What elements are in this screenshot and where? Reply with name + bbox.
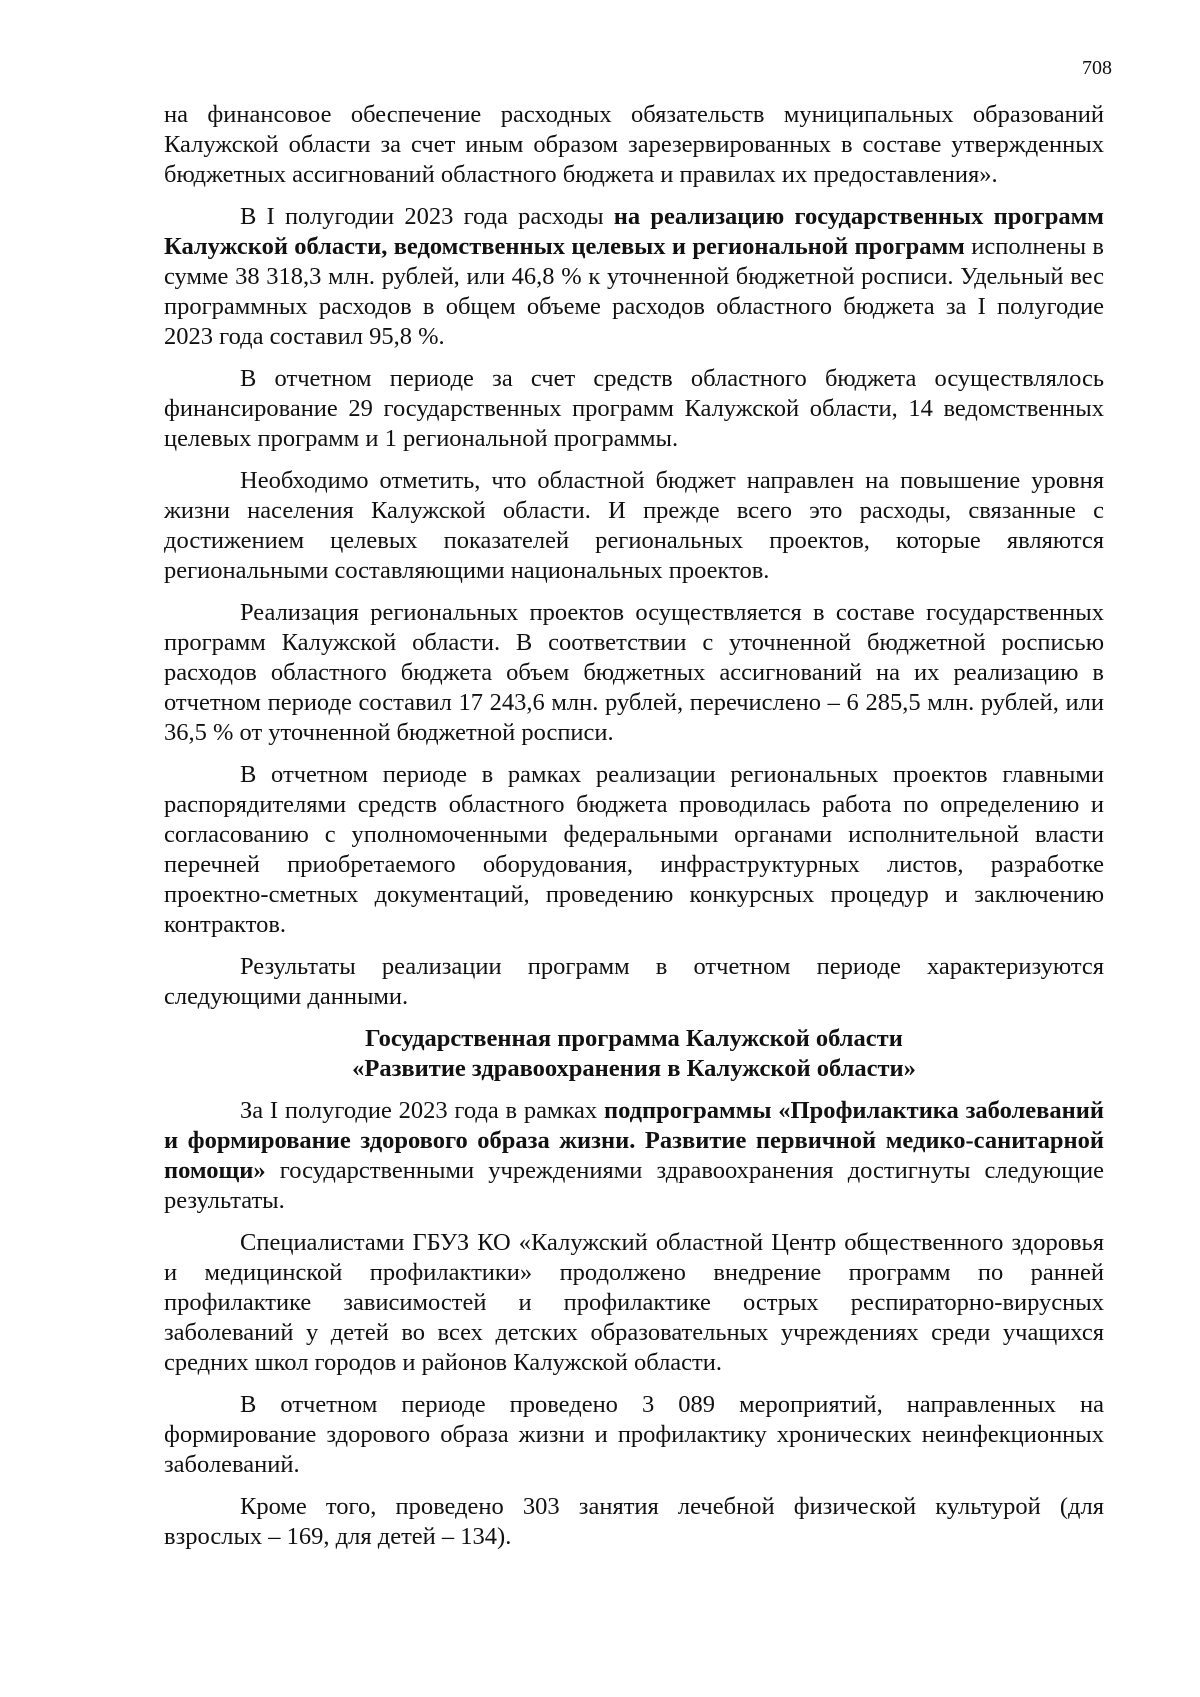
page-number: 708 (1082, 57, 1112, 79)
document-body (164, 100, 1104, 1564)
paragraph-physical-culture: Кроме того, проведено 303 занятия лечебной физической культурой (для взрослых – 169, для детей – 134). (164, 1493, 1104, 1550)
paragraph-continuation: на финансовое обеспечение расходных обязательств муниципальных образований Калужской области за счет иным образом зарезервированных в составе утвержденных бюджетных ассигнований областного бюджета и правилах их предоставления». (164, 101, 1104, 188)
paragraph-reporting-work: В отчетном периоде в рамках реализации региональных проектов главными распорядителями средств областного бюджета проводилась работа по определению и согласованию с уполномоченными федеральными органами исполнительной власти перечней приобретаемого оборудования, инфраструктурных листов, разработке проектно-сметных документаций, проведению конкурсных процедур и заключению контрактов. (164, 761, 1104, 938)
paragraph-text: государственными учреждениями здравоохранения достигнуты следующие результаты. (164, 1157, 1104, 1214)
bold-emphasis: подпрограммы «Профилактика заболеваний и формирование здорового образа жизни. Развитие первичной медико-санитарной помощи» (164, 1097, 1104, 1184)
section-title (164, 1024, 1104, 1084)
paragraph-text: В I полугодии 2023 года расходы (240, 203, 614, 230)
paragraph-regional-projects: Реализация региональных проектов осуществляется в составе государственных программ Калужской области. В соответствии с уточненной бюджетной росписью расходов областного бюджета объем бюджетных ассигнований на их реализацию в отчетном периоде составил 17 243,6 млн. рублей, перечислено – 6 285,5 млн. рублей, или 36,5 % от уточненной бюджетной росписи. (164, 599, 1104, 746)
paragraph-budget-direction: Необходимо отметить, что областной бюджет направлен на повышение уровня жизни населения Калужской области. И прежде всего это расходы, связанные с достижением целевых показателей региональных проектов, которые являются региональными составляющими национальных проектов. (164, 467, 1104, 584)
bold-emphasis: на реализацию государственных программ Калужской области, ведомственных целевых и региональной программ (164, 203, 1104, 260)
section-title-line: Государственная программа Калужской области (365, 1025, 903, 1052)
paragraph-events: В отчетном периоде проведено 3 089 мероприятий, направленных на формирование здорового образа жизни и профилактику хронических неинфекционных заболеваний. (164, 1391, 1104, 1478)
paragraph-text: За I полугодие 2023 года в рамках (240, 1097, 604, 1124)
paragraph-subprogram (164, 1096, 1104, 1216)
paragraph-results-intro: Результаты реализации программ в отчетном периоде характеризуются следующими данными. (164, 953, 1104, 1010)
paragraph-specialists: Специалистами ГБУЗ КО «Калужский областной Центр общественного здоровья и медицинской профилактики» продолжено внедрение программ по ранней профилактике зависимостей и профилактике острых респираторно-вирусных заболеваний у детей во всех детских образовательных учреждениях среди учащихся средних школ городов и районов Калужской области. (164, 1229, 1104, 1376)
paragraph-financing: В отчетном периоде за счет средств областного бюджета осуществлялось финансирование 29 государственных программ Калужской области, 14 ведомственных целевых программ и 1 региональной программы. (164, 365, 1104, 452)
paragraph-text: исполнены в сумме 38 318,3 млн. рублей, или 46,8 % к уточненной бюджетной росписи. Удельный вес программных расходов в общем объеме расходов областного бюджета за I полугодие 2023 года составил 95,8 %. (164, 233, 1104, 350)
section-title-line: «Развитие здравоохранения в Калужской области» (352, 1055, 916, 1082)
paragraph-program-expenses (164, 202, 1104, 352)
